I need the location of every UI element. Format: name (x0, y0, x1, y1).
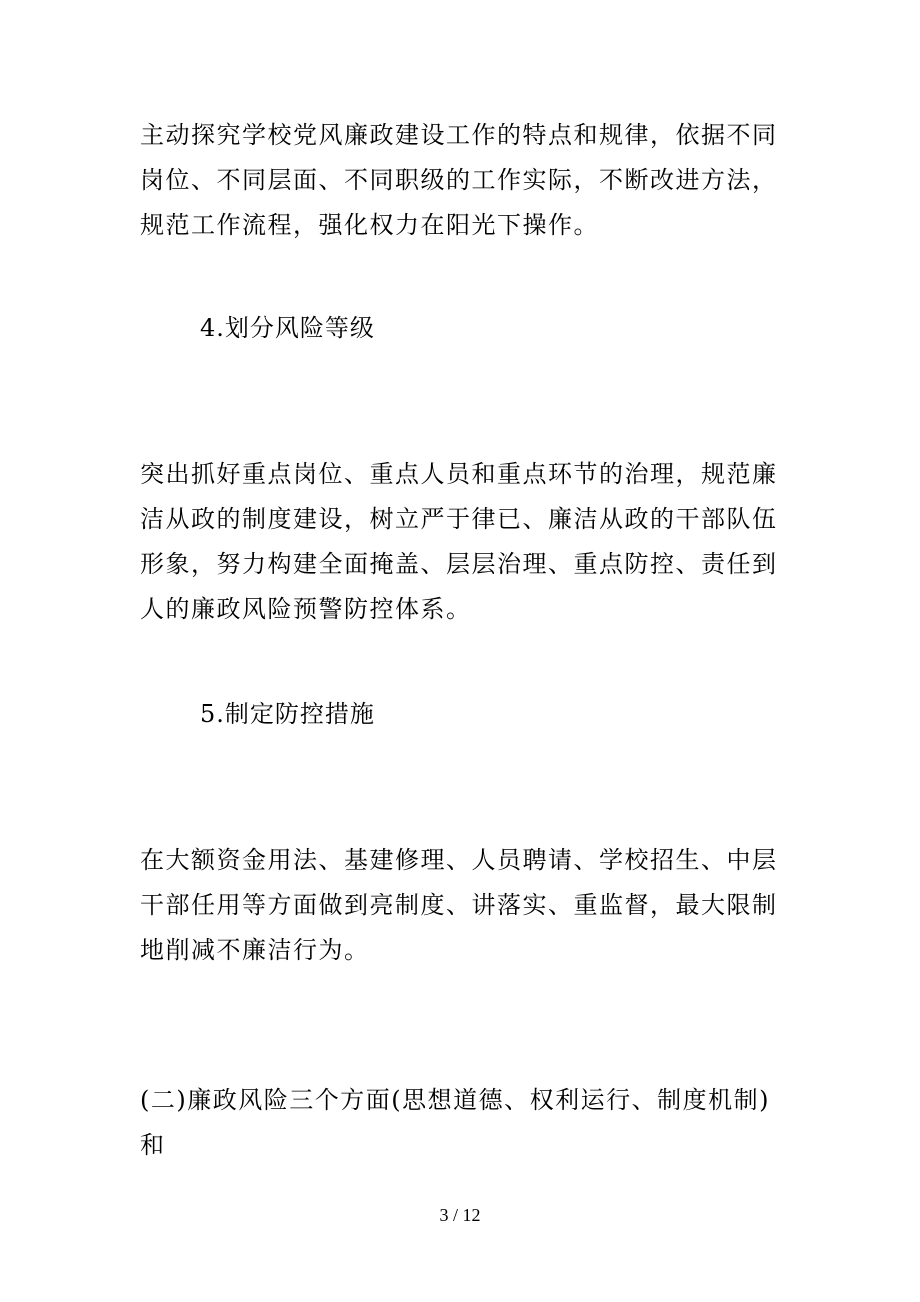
paragraph-line: 洁从政的制度建设，树立严于律已、廉洁从政的干部队伍 (140, 505, 778, 533)
paragraph-line: 规范工作流程，强化权力在阳光下操作。 (140, 211, 599, 239)
paragraph-1 (140, 113, 778, 248)
paragraph-line: 在大额资金用法、基建修理、人员聘请、学校招生、中层 (140, 846, 778, 874)
paragraph-line: 突出抓好重点岗位、重点人员和重点环节的治理，规范廉 (140, 460, 778, 488)
page-number: 3 / 12 (439, 1205, 481, 1225)
paragraph-2 (140, 452, 778, 632)
paragraph-line: 地削减不廉洁行为。 (140, 936, 370, 964)
paragraph-4 (140, 1078, 770, 1168)
paragraph-line: 人的廉政风险预警防控体系。 (140, 595, 472, 623)
paragraph-line: 岗位、不同层面、不同职级的工作实际，不断改进方法， (140, 166, 778, 194)
paragraph-line: 主动探究学校党风廉政建设工作的特点和规律，依据不同 (140, 121, 778, 149)
paragraph-line: 干部任用等方面做到亮制度、讲落实、重监督，最大限制 (140, 891, 778, 919)
section-heading-5: 5.制定防控措施 (200, 700, 375, 728)
section-heading-4: 4.划分风险等级 (200, 314, 375, 342)
paragraph-line: (二)廉政风险三个方面(思想道德、权利运行、制度机制) (140, 1086, 770, 1114)
paragraph-3 (140, 838, 778, 973)
paragraph-line: 形象，努力构建全面掩盖、层层治理、重点防控、责任到 (140, 550, 778, 578)
paragraph-line: 和 (140, 1131, 166, 1159)
